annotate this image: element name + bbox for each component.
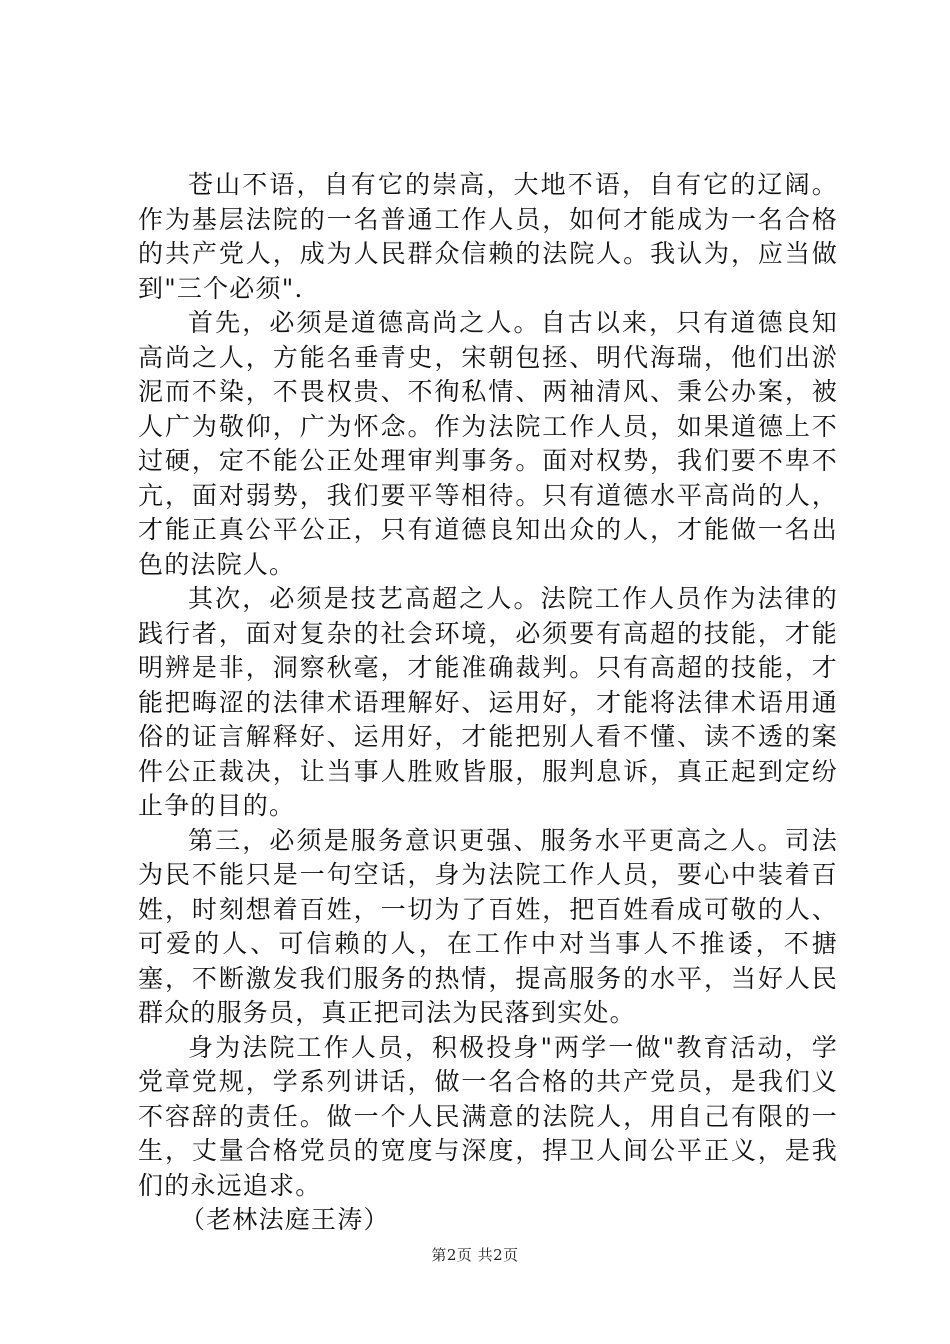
page-number-footer: 第2页 共2页	[431, 1246, 519, 1264]
author-signature: （老林法庭王涛）	[180, 1205, 390, 1234]
paragraph-first-point: 首先，必须是道德高尚之人。自古以来，只有道德良知高尚之人，方能名垂青史，宋朝包拯、明代海瑞，他们出淤泥而不染，不畏权贵、不徇私情、两袖清风、秉公办案，被人广为敬仰，广为怀念。作为法院工作人员，如果道德上不过硬，定不能公正处理审判事务。面对权势，我们要不卑不亢，面对弱势，我们要平等相待。只有道德水平高尚的人，才能正真公平公正，只有道德良知出众的人，才能做一名出色的法院人。	[138, 308, 838, 579]
paragraph-intro: 苍山不语，自有它的崇高，大地不语，自有它的辽阔。作为基层法院的一名普通工作人员，如何才能成为一名合格的共产党人，成为人民群众信赖的法院人。我认为，应当做到"三个必须".	[138, 170, 838, 303]
paragraph-second-point: 其次，必须是技艺高超之人。法院工作人员作为法律的践行者，面对复杂的社会环境，必须要有高超的技能，才能明辨是非，洞察秋毫，才能准确裁判。只有高超的技能，才能把晦涩的法律术语理解好、运用好，才能将法律术语用通俗的证言解释好、运用好，才能把别人看不懂、读不透的案件公正裁决，让当事人胜败皆服，服判息诉，真正起到定纷止争的目的。	[138, 584, 838, 820]
article-body	[138, 168, 838, 1238]
paragraph-third-point: 第三，必须是服务意识更强、服务水平更高之人。司法为民不能只是一句空话，身为法院工作人员，要心中装着百姓，时刻想着百姓，一切为了百姓，把百姓看成可敬的人、可爱的人、可信赖的人，在工作中对当事人不推诿，不搪塞，不断激发我们服务的热情，提高服务的水平，当好人民群众的服务员，真正把司法为民落到实处。	[138, 825, 838, 1027]
paragraph-conclusion: 身为法院工作人员，积极投身"两学一做"教育活动，学党章党规，学系列讲话，做一名合格的共产党员，是我们义不容辞的责任。做一个人民满意的法院人，用自己有限的一生，丈量合格党员的宽度与深度，捍卫人间公平正义，是我们的永远追求。	[138, 1032, 838, 1200]
